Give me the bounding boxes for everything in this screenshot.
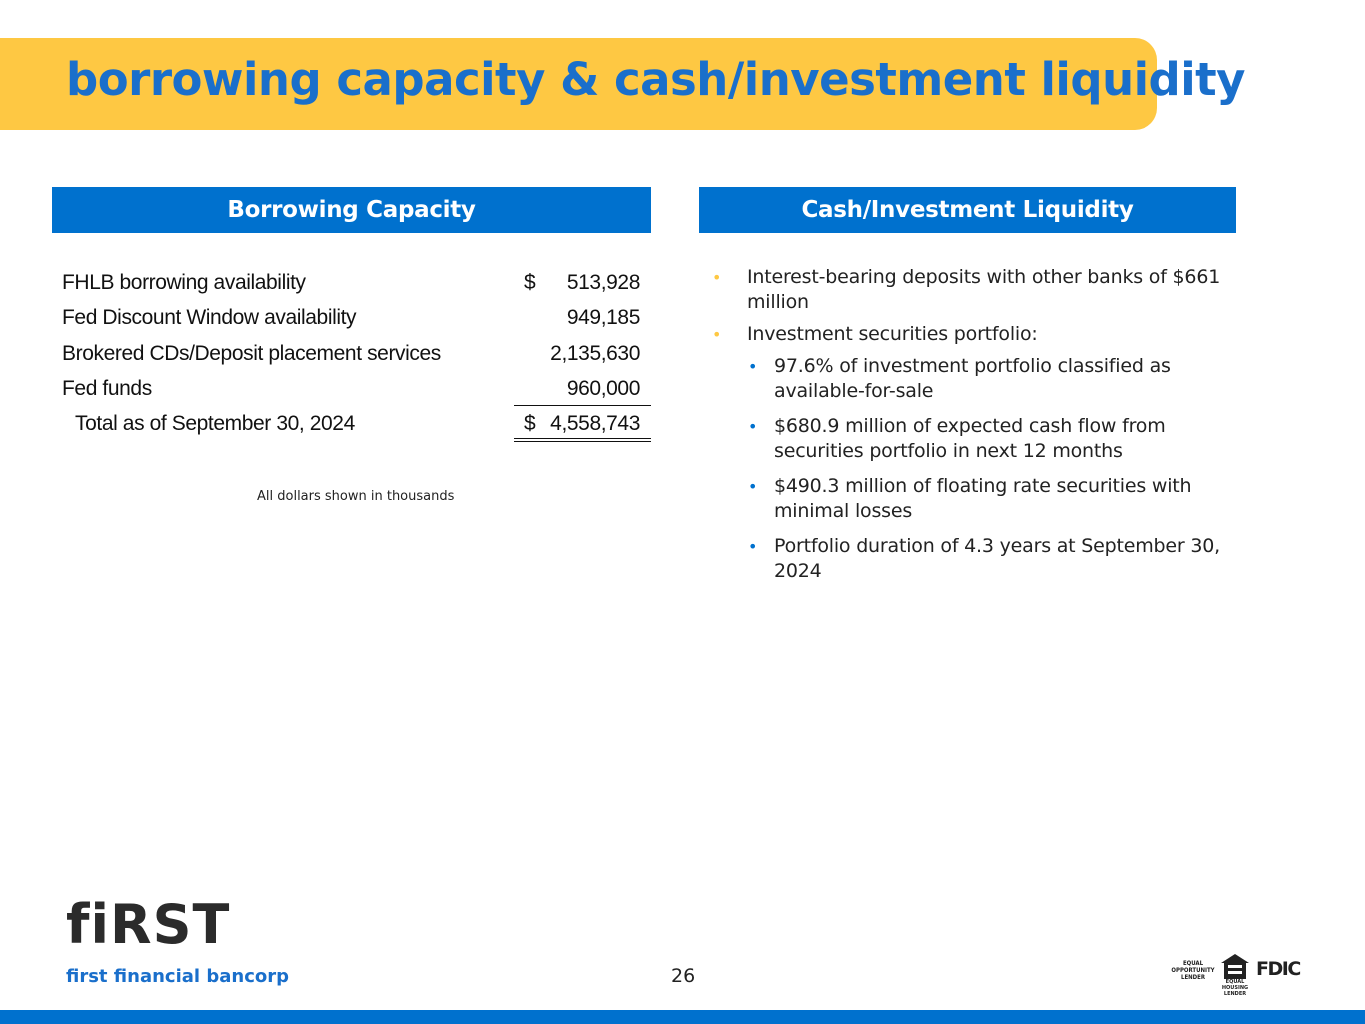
list-item [708,534,1228,584]
list-item-text: Interest-bearing deposits with other banks of $661 million [747,266,1221,313]
row-value: 960,000 [566,377,640,400]
row-label: FHLB borrowing availability [62,271,306,294]
page-number: 26 [671,965,696,987]
compliance-logos [1170,952,1300,997]
bullet-dot-icon: • [712,268,722,287]
company-logo [66,893,289,987]
equal-housing-lender-text: EQUAL HOUSING LENDER [1221,979,1249,997]
table-row [62,302,651,336]
list-item [708,414,1228,464]
logo-wordmark: fiRST [66,893,231,956]
row-value: 513,928 [566,271,640,294]
row-value: 949,185 [566,306,640,329]
liquidity-header [699,187,1236,233]
fdic-logo: FDIC [1256,958,1300,980]
total-double-rule [514,438,651,442]
equal-opportunity-lender-text: EQUAL OPPORTUNITY LENDER [1171,960,1215,981]
liquidity-header-label: Cash/Investment Liquidity [801,197,1134,223]
list-item-text: 97.6% of investment portfolio classified as available-for-sale [774,355,1171,402]
bullet-dot-icon: • [748,417,758,436]
table-row [62,267,651,301]
list-item-text: $680.9 million of expected cash flow from securities portfolio in next 12 months [774,415,1166,462]
total-dollar-sign: $ [524,412,536,435]
equal-housing-icon [1220,953,1250,981]
bullet-dot-icon: • [748,477,758,496]
subtotal-rule [514,405,651,406]
borrowing-capacity-header [52,187,651,233]
total-value: 4,558,743 [550,412,640,435]
list-item [708,322,1228,347]
row-value: 2,135,630 [550,342,640,365]
list-item [708,265,1228,315]
total-label: Total as of September 30, 2024 [75,412,355,435]
list-item [708,354,1228,404]
bullet-dot-icon: • [712,325,722,344]
row-label: Fed funds [62,377,152,400]
list-item-text: Portfolio duration of 4.3 years at September 30, 2024 [774,535,1220,582]
bullet-dot-icon: • [748,537,758,556]
list-item [708,474,1228,524]
row-label: Brokered CDs/Deposit placement services [62,342,441,365]
table-row [62,373,651,407]
list-item-text: Investment securities portfolio: [747,323,1038,345]
logo-subtitle: first financial bancorp [66,966,289,987]
list-item-text: $490.3 million of floating rate securities with minimal losses [774,475,1192,522]
footnote: All dollars shown in thousands [257,489,455,504]
total-row [62,408,651,442]
liquidity-bullet-list [708,265,1228,594]
row-label: Fed Discount Window availability [62,306,357,329]
bottom-accent-bar [0,1010,1365,1024]
borrowing-capacity-header-label: Borrowing Capacity [227,197,476,223]
row-dollar-sign: $ [524,271,536,294]
page-title: borrowing capacity & cash/investment liquidity [66,53,1246,106]
bullet-dot-icon: • [748,357,758,376]
table-row [62,338,651,372]
